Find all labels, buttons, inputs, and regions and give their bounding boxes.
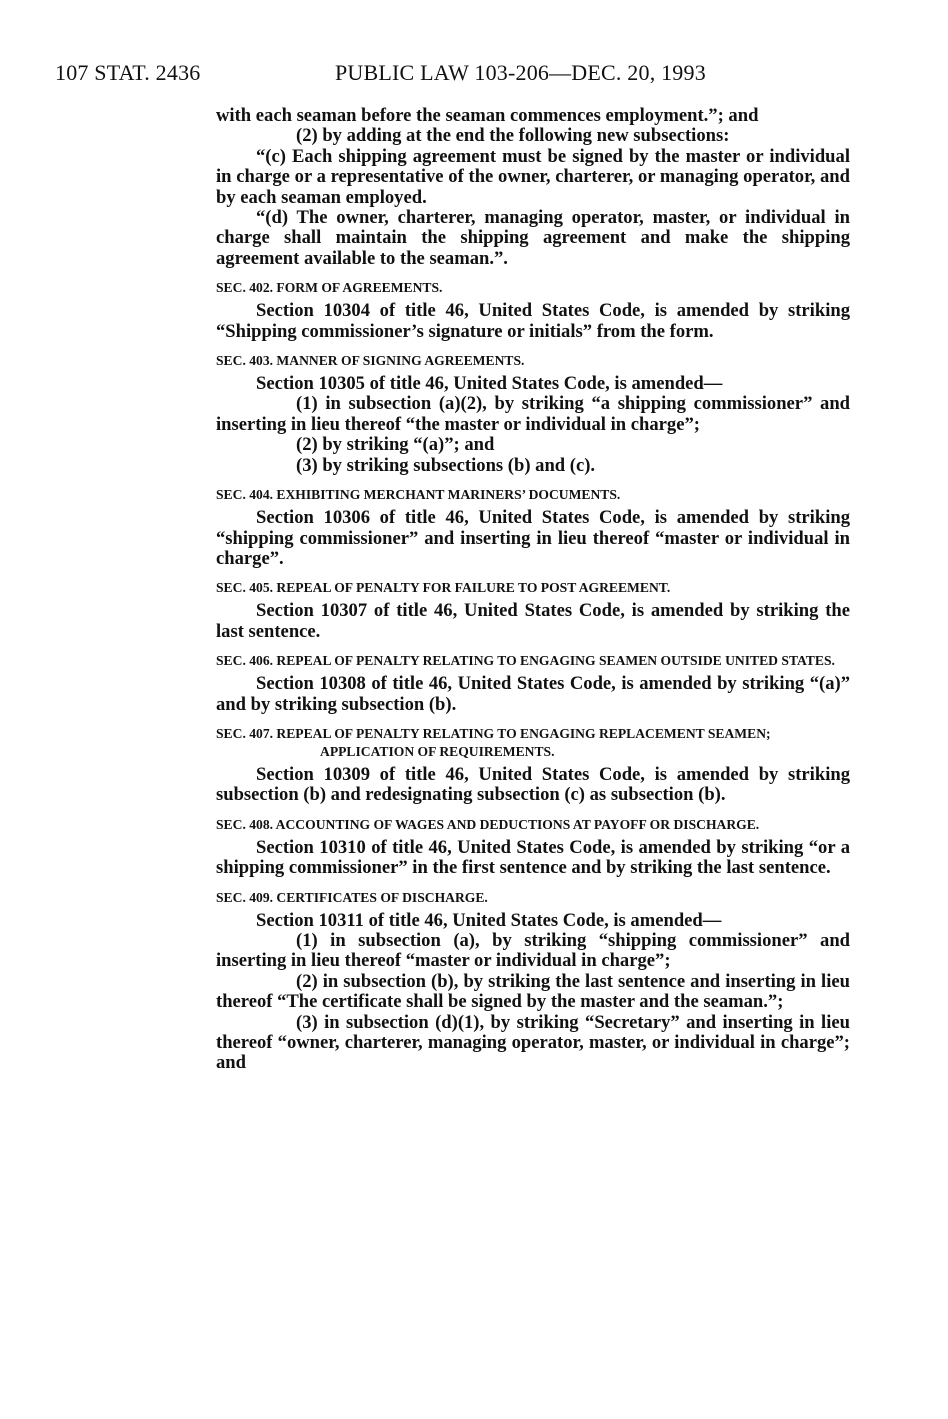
body-paragraph: Section 10309 of title 46, United States Code, is amended by striking subsection (b) and redesignating subsection (c) as subsection (b). xyxy=(216,763,850,806)
section-heading: SEC. 403. MANNER OF SIGNING AGREEMENTS. xyxy=(216,353,525,369)
list-paragraph: (2) by adding at the end the following new subsections: xyxy=(296,125,730,147)
section-heading: SEC. 406. REPEAL OF PENALTY RELATING TO ENGAGING SEAMEN OUTSIDE UNITED STATES. xyxy=(216,653,835,669)
body-paragraph: “(c) Each shipping agreement must be signed by the master or individual in charge or a representative of the owner, charterer, or managing operator, and by each seaman employed. xyxy=(216,145,850,208)
body-paragraph: Section 10310 of title 46, United States Code, is amended by striking “or a shipping commissioner” in the first sentence and by striking the last sentence. xyxy=(216,836,850,879)
list-paragraph: (2) in subsection (b), by striking the last sentence and inserting in lieu thereof “The certificate shall be signed by the master and the seaman.”; xyxy=(216,970,850,1013)
list-paragraph: (2) by striking “(a)”; and xyxy=(296,434,495,456)
list-paragraph: (1) in subsection (a)(2), by striking “a shipping commissioner” and inserting in lieu thereof “the master or individual in charge”; xyxy=(216,393,850,435)
section-heading: SEC. 404. EXHIBITING MERCHANT MARINERS’ DOCUMENTS. xyxy=(216,487,621,503)
list-paragraph: (3) in subsection (d)(1), by striking “Secretary” and inserting in lieu thereof “owner, charterer, managing operator, master, or individual in charge”; and xyxy=(216,1011,850,1074)
public-law-citation: PUBLIC LAW 103-206—DEC. 20, 1993 xyxy=(335,60,706,85)
section-heading: SEC. 407. REPEAL OF PENALTY RELATING TO ENGAGING REPLACEMENT SEAMEN; APPLICATION OF REQUIREMENTS. xyxy=(216,725,771,759)
body-paragraph: Section 10305 of title 46, United States Code, is amended— xyxy=(256,373,723,395)
list-paragraph: (1) in subsection (a), by striking “shipping commissioner” and inserting in lieu thereof “master or individual in charge”; xyxy=(216,929,850,972)
section-heading: SEC. 405. REPEAL OF PENALTY FOR FAILURE TO POST AGREEMENT. xyxy=(216,580,671,596)
section-heading: SEC. 402. FORM OF AGREEMENTS. xyxy=(216,280,443,296)
document-body xyxy=(216,106,850,1074)
body-paragraph: Section 10311 of title 46, United States Code, is amended— xyxy=(256,909,722,931)
body-paragraph: Section 10306 of title 46, United States Code, is amended by striking “shipping commissioner” and inserting in lieu thereof “master or individual in charge”. xyxy=(216,507,850,569)
continuation-paragraph: with each seaman before the seaman commences employment.”; and xyxy=(216,105,759,126)
body-paragraph: Section 10304 of title 46, United States Code, is amended by striking “Shipping commissioner’s signature or initials” from the form. xyxy=(216,300,850,342)
body-paragraph: Section 10308 of title 46, United States Code, is amended by striking “(a)” and by striking subsection (b). xyxy=(216,673,850,715)
body-paragraph: “(d) The owner, charterer, managing operator, master, or individual in charge shall maintain the shipping agreement and make the shipping agreement available to the seaman.”. xyxy=(216,207,850,269)
list-paragraph: (3) by striking subsections (b) and (c). xyxy=(296,454,596,476)
section-heading: SEC. 409. CERTIFICATES OF DISCHARGE. xyxy=(216,889,488,905)
statute-page-number: 107 STAT. 2436 xyxy=(55,60,201,85)
body-paragraph: Section 10307 of title 46, United States Code, is amended by striking the last sentence. xyxy=(216,600,850,642)
section-heading: SEC. 408. ACCOUNTING OF WAGES AND DEDUCTIONS AT PAYOFF OR DISCHARGE. xyxy=(216,816,760,832)
